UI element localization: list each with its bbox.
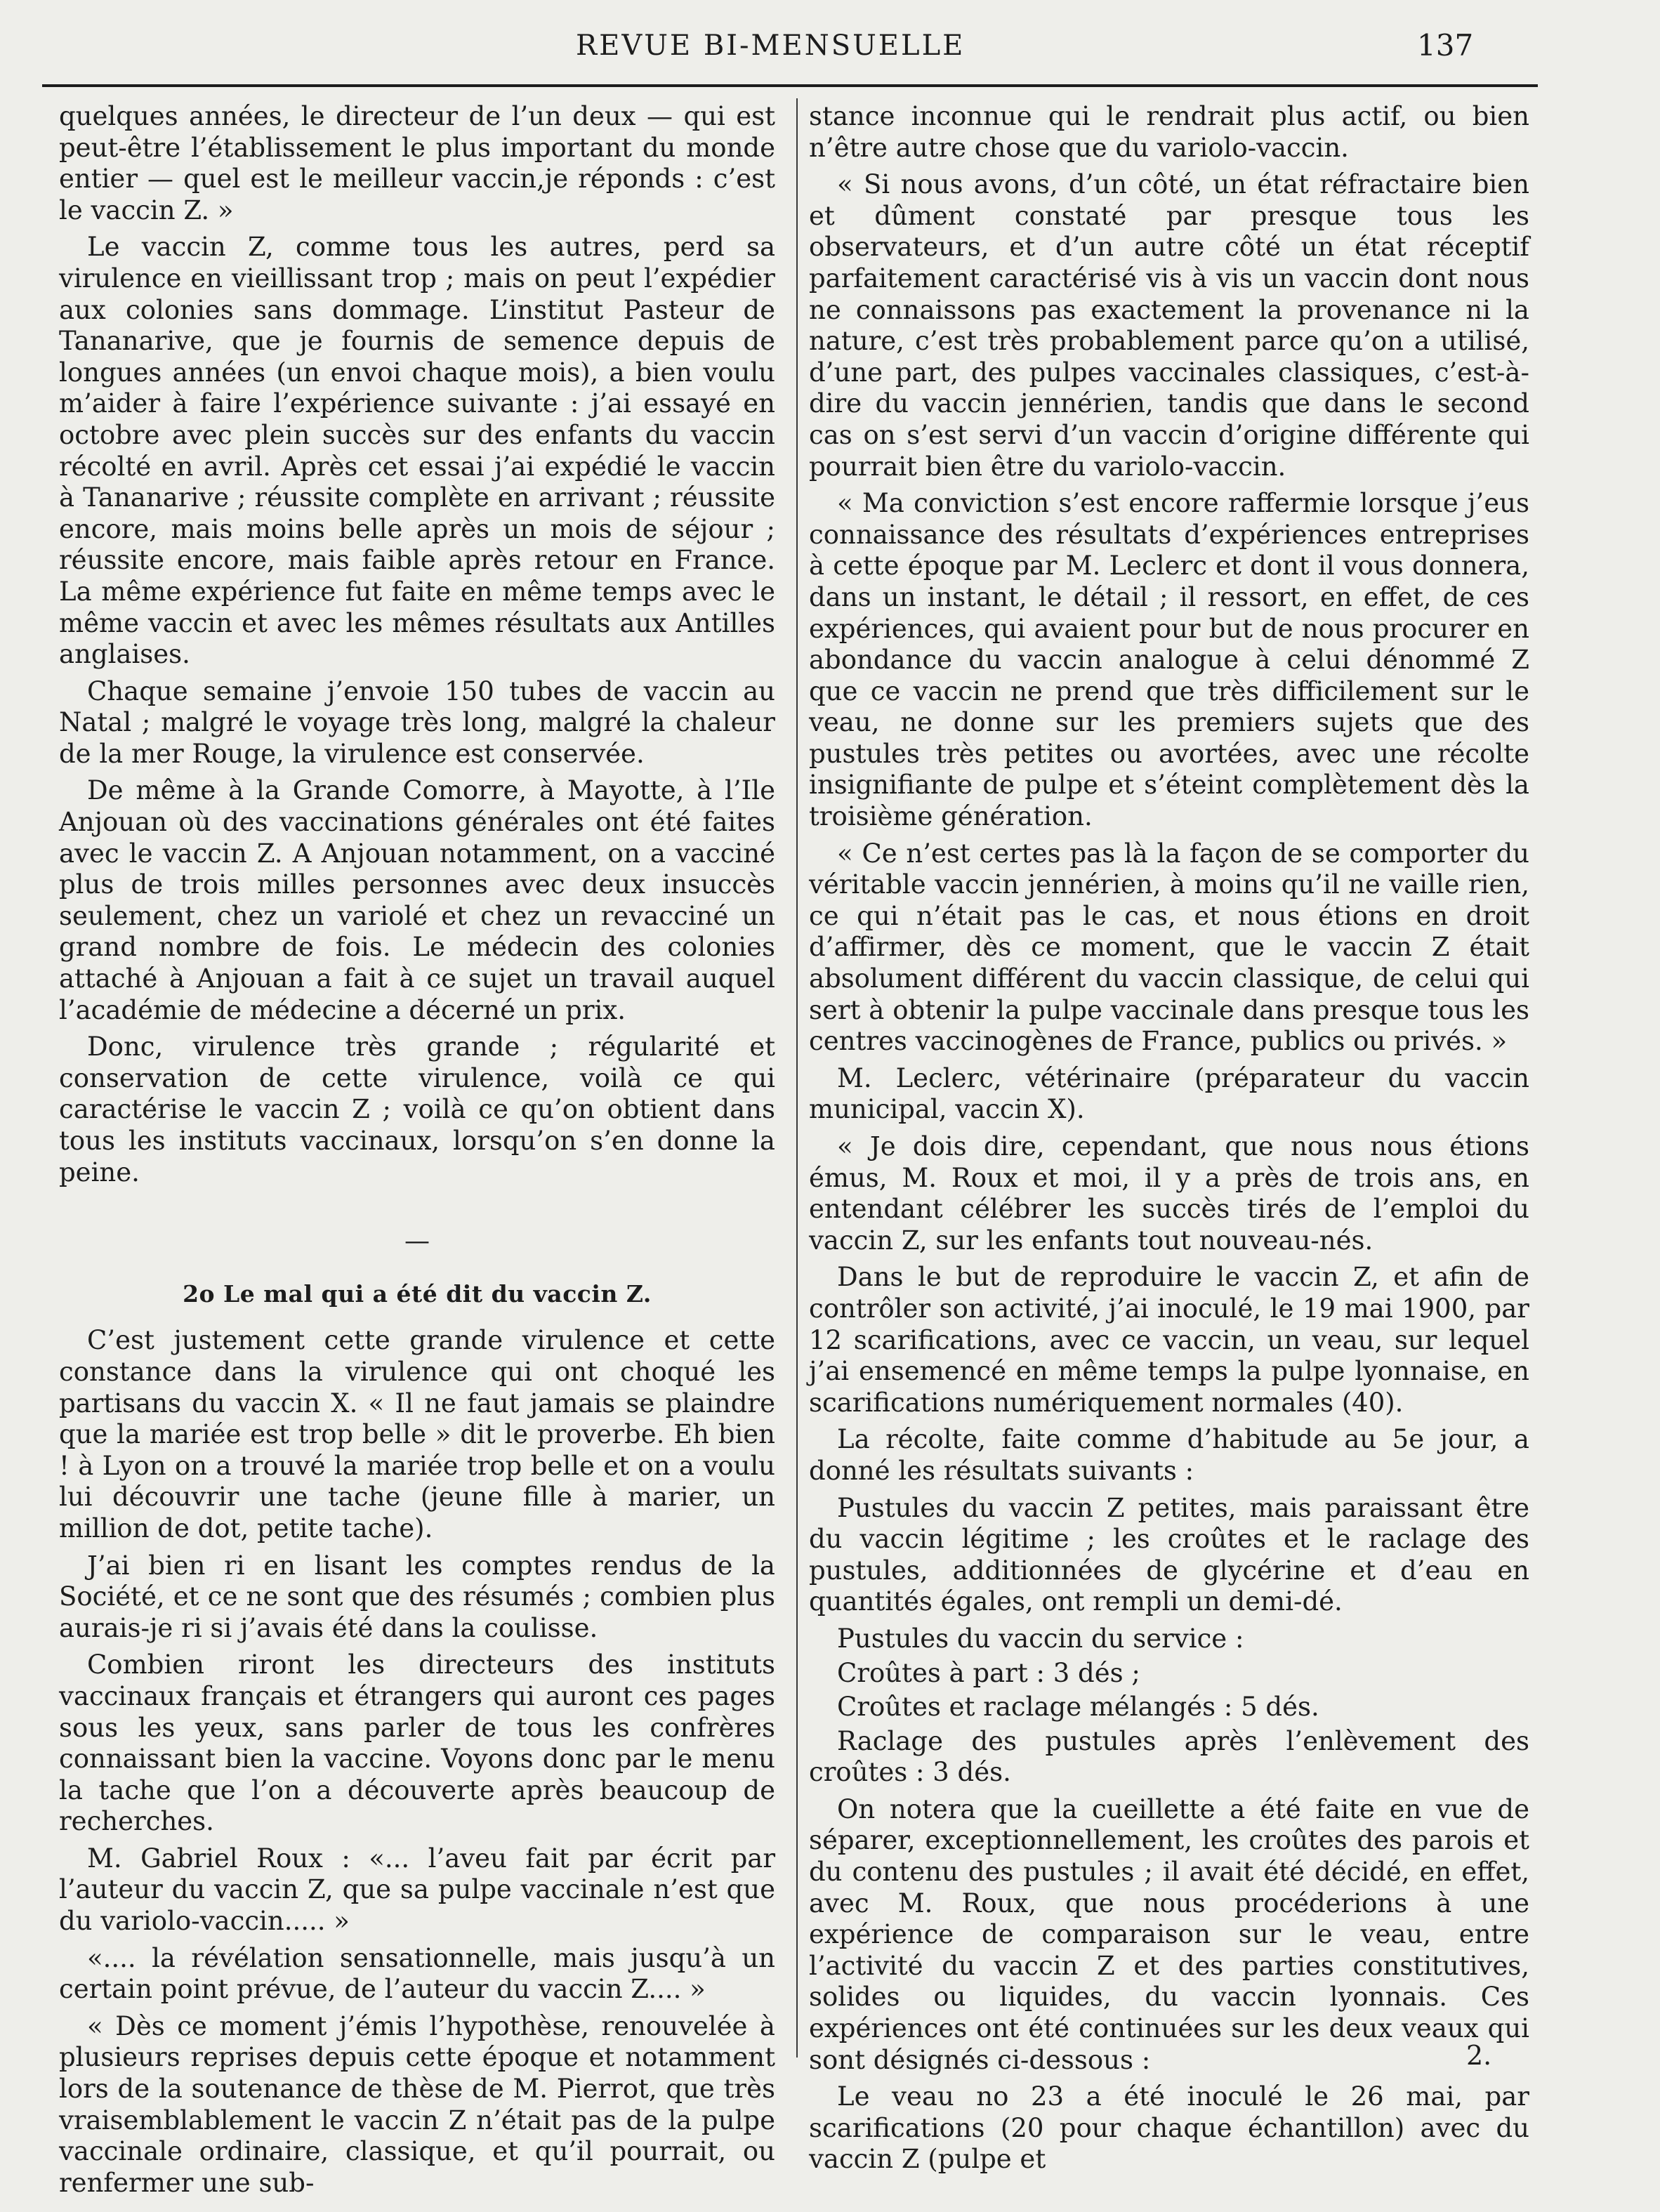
paragraph: Le veau no 23 a été inoculé le 26 mai, par scarifications (20 pour chaque échantillon) avec du vaccin Z (pulpe et (809, 2081, 1529, 2175)
paragraph: M. Leclerc, vétérinaire (préparateur du vaccin municipal, vaccin X). (809, 1062, 1529, 1125)
paragraph: Le vaccin Z, comme tous les autres, perd sa virulence en vieillissant trop ; mais on peut l’expédier aux colonies sans dommage. L’institut Pasteur de Tananarive, que je fournis de semence depuis de longues années (un envoi chaque mois), a bien voulu m’aider à faire l’expérience suivante : j’ai essayé en octobre avec plein succès sur des enfants du vaccin récolté en avril. Après cet essai j’ai expédié le vaccin à Tananarive ; réussite complète en arrivant ; réussite encore, mais moins belle après un mois de séjour ; réussite encore, mais faible après retour en France. La même expérience fut faite en même temps avec le même vaccin et avec les mêmes résultats aux Antilles anglaises. (59, 232, 775, 670)
paragraph: Raclage des pustules après l’enlèvement des croûtes : 3 dés. (809, 1725, 1529, 1788)
paragraph: quelques années, le directeur de l’un deux — qui est peut-être l’établissement le plus important du monde entier — quel est le meilleur vaccin,je réponds : c’est le vaccin Z. » (59, 101, 775, 225)
paragraph: J’ai bien ri en lisant les comptes rendus de la Société, et ce ne sont que des résumés ; combien plus aurais-je ri si j’avais été dans la coulisse. (59, 1550, 775, 1643)
right-column (809, 101, 1529, 2181)
paragraph: stance inconnue qui le rendrait plus actif, ou bien n’être autre chose que du variolo-vaccin. (809, 101, 1529, 163)
page-number: 137 (1417, 28, 1474, 62)
paragraph: «.... la révélation sensationnelle, mais jusqu’à un certain point prévue, de l’auteur du vaccin Z.... » (59, 1942, 775, 2005)
paragraph: Pustules du vaccin du service : (837, 1623, 1244, 1654)
paragraph: « Ce n’est certes pas là la façon de se comporter du véritable vaccin jennérien, à moins qu’il ne vaille rien, ce qui n’était pas le cas, et nous étions en droit d’affirmer, dès ce moment, que le vaccin Z était absolument différent du vaccin classique, de celui qui sert à obtenir la pulpe vaccinale dans presque tous les centres vaccinogènes de France, publics ou privés. » (809, 838, 1529, 1057)
paragraph: M. Gabriel Roux : «... l’aveu fait par écrit par l’auteur du vaccin Z, que sa pulpe vaccinale n’est que du variolo-vaccin..... » (59, 1843, 775, 1937)
paragraph: « Je dois dire, cependant, que nous nous étions émus, M. Roux et moi, il y a près de trois ans, en entendant célébrer les succès tirés de l’emploi du vaccin Z, sur les enfants tout nouveau-nés. (809, 1131, 1529, 1256)
column-rule (796, 98, 798, 2058)
paragraph: De même à la Grande Comorre, à Mayotte, à l’Ile Anjouan où des vaccinations générales ont été faites avec le vaccin Z. A Anjouan notamment, on a vacciné plus de trois milles personnes avec deux insuccès seulement, chez un variolé et chez un revacciné un grand nombre de fois. Le médecin des colonies attaché à Anjouan a fait à ce sujet un travail auquel l’académie de médecine a décerné un prix. (59, 775, 775, 1025)
paragraph: « Si nous avons, d’un côté, un état réfractaire bien et dûment constaté par presque tous les observateurs, et d’un autre côté un état réceptif parfaitement caractérisé vis à vis un vaccin dont nous ne connaissons pas exactement la provenance ni la nature, c’est très probablement parce qu’on a utilisé, d’une part, des pulpes vaccinales classiques, c’est-à-dire du vaccin jennérien, tandis que dans le second cas on s’est servi d’un vaccin d’origine différente qui pourrait bien être du variolo-vaccin. (809, 169, 1529, 482)
signature-mark: 2. (1466, 2040, 1492, 2071)
section-heading: 2o Le mal qui a été dit du vaccin Z. (183, 1279, 652, 1308)
paragraph: Donc, virulence très grande ; régularité et conservation de cette virulence, voilà ce qui caractérise le vaccin Z ; voilà ce qu’on obtient dans tous les instituts vaccinaux, lorsqu’on s’en donne la peine. (59, 1032, 775, 1187)
paragraph: Dans le but de reproduire le vaccin Z, et afin de contrôler son activité, j’ai inoculé, le 19 mai 1900, par 12 scarifications, avec ce vaccin, un veau, sur lequel j’ai ensemencé en même temps la pulpe lyonnaise, en scarifications numériquement normales (40). (809, 1262, 1529, 1418)
paragraph: Pustules du vaccin Z petites, mais paraissant être du vaccin légitime ; les croûtes et le raclage des pustules, additionnées de glycérine et d’eau en quantités égales, ont rempli un demi-dé. (809, 1492, 1529, 1617)
paragraph: Chaque semaine j’envoie 150 tubes de vaccin au Natal ; malgré le voyage très long, malgré la chaleur de la mer Rouge, la virulence est conservée. (59, 676, 775, 769)
paragraph: « Dès ce moment j’émis l’hypothèse, renouvelée à plusieurs reprises depuis cette époque et notamment lors de la soutenance de thèse de M. Pierrot, que très vraisemblablement le vaccin Z n’était pas de la pulpe vaccinale ordinaire, classique, et qu’il pourrait, ou renfermer une sub- (59, 2010, 775, 2198)
header-rule (42, 84, 1538, 87)
paragraph: On notera que la cueillette a été faite en vue de séparer, exceptionnellement, les croûtes des parois et du contenu des pustules ; il avait été décidé, en effet, avec M. Roux, que nous procéderions à une expérience de comparaison sur le veau, entre l’activité du vaccin Z et des parties constitutives, solides ou liquides, du vaccin lyonnais. Ces expériences ont été continuées sur les deux veaux qui sont désignés ci-dessous : (809, 1793, 1529, 2075)
paragraph: Croûtes et raclage mélangés : 5 dés. (837, 1692, 1319, 1723)
paragraph: « Ma conviction s’est encore raffermie lorsque j’eus connaissance des résultats d’expériences entreprises à cette époque par M. Leclerc et dont il vous donnera, dans un instant, le détail ; il ressort, en effet, de ces expériences, qui avaient pour but de nous procurer en abondance du vaccin analogue à celui dénommé Z que ce vaccin ne prend que très difficilement sur le veau, ne donne sur les premiers sujets que des pustules très petites ou avortées, avec une récolte insignifiante de pulpe et s’éteint complètement dès la troisième génération. (809, 488, 1529, 832)
section-separator: — (404, 1227, 430, 1256)
left-column (59, 101, 775, 2204)
running-head: REVUE BI-MENSUELLE (576, 29, 966, 62)
paragraph: Croûtes à part : 3 dés ; (837, 1657, 1140, 1688)
paragraph: C’est justement cette grande virulence et cette constance dans la virulence qui ont choqué les partisans du vaccin X. « Il ne faut jamais se plaindre que la mariée est trop belle » dit le proverbe. Eh bien ! à Lyon on a trouvé la mariée trop belle et on a voulu lui découvrir une tache (jeune fille à marier, un million de dot, petite tache). (59, 1325, 775, 1543)
paragraph: Combien riront les directeurs des instituts vaccinaux français et étrangers qui auront ces pages sous les yeux, sans parler de tous les confrères connaissant bien la vaccine. Voyons donc par le menu la tache que l’on a découverte après beaucoup de recherches. (59, 1650, 775, 1837)
paragraph: La récolte, faite comme d’habitude au 5e jour, a donné les résultats suivants : (809, 1424, 1529, 1486)
